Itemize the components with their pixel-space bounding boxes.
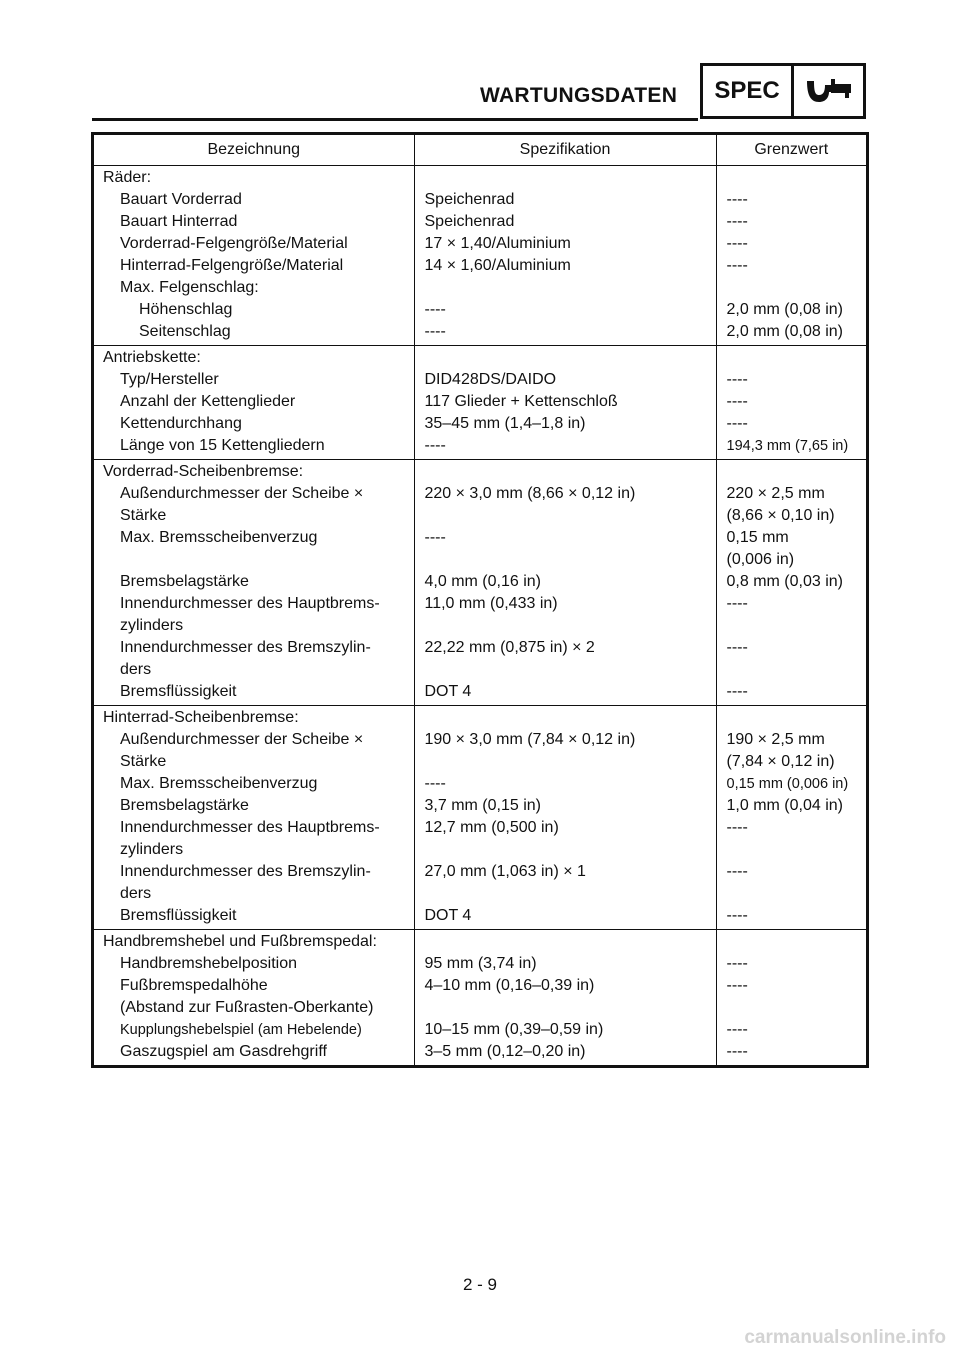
item-specification: 27,0 mm (1,063 in) × 1 xyxy=(414,861,716,905)
watermark: carmanualsonline.info xyxy=(744,1327,946,1348)
item-name: Innendurchmesser des Hauptbrems- zylinders xyxy=(120,595,380,634)
section-header-row xyxy=(94,346,866,370)
item-specification xyxy=(414,277,716,299)
item-limit: ---- xyxy=(716,413,866,435)
item-specification: 4,0 mm (0,16 in) xyxy=(414,571,716,593)
item-name: Anzahl der Kettenglieder xyxy=(120,393,296,410)
empty-cell xyxy=(414,166,716,190)
item-specification: 12,7 mm (0,500 in) xyxy=(414,817,716,861)
table-row xyxy=(94,593,866,637)
empty-cell xyxy=(414,460,716,484)
item-specification: ---- xyxy=(414,527,716,571)
item-specification: 22,22 mm (0,875 in) × 2 xyxy=(414,637,716,681)
column-header-name: Bezeichnung xyxy=(94,135,414,166)
item-limit: ---- xyxy=(716,975,866,1019)
column-header-limit: Grenzwert xyxy=(716,135,866,166)
empty-cell xyxy=(414,346,716,370)
table-row xyxy=(94,277,866,299)
item-specification: 3,7 mm (0,15 in) xyxy=(414,795,716,817)
item-name: Länge von 15 Kettengliedern xyxy=(120,437,325,454)
table-row xyxy=(94,391,866,413)
empty-cell xyxy=(716,166,866,190)
item-specification: 11,0 mm (0,433 in) xyxy=(414,593,716,637)
item-name: Innendurchmesser des Hauptbrems- zylinders xyxy=(120,819,380,858)
item-name: Gaszugspiel am Gasdrehgriff xyxy=(120,1043,327,1060)
item-limit: ---- xyxy=(716,189,866,211)
item-specification: 117 Glieder + Kettenschloß xyxy=(414,391,716,413)
item-limit: ---- xyxy=(716,681,866,706)
item-name: Bremsbelagstärke xyxy=(120,573,249,590)
table-row xyxy=(94,321,866,346)
item-specification: 17 × 1,40/Aluminium xyxy=(414,233,716,255)
table-row xyxy=(94,817,866,861)
table-row xyxy=(94,681,866,706)
item-name: Typ/Hersteller xyxy=(120,371,219,388)
item-specification: ---- xyxy=(414,435,716,460)
item-name: Kettendurchhang xyxy=(120,415,242,432)
item-limit: ---- xyxy=(716,369,866,391)
item-specification: Speichenrad xyxy=(414,211,716,233)
section-title: Antriebskette: xyxy=(94,346,414,370)
table-row xyxy=(94,729,866,773)
item-name: Bremsflüssigkeit xyxy=(120,683,237,700)
item-limit: ---- xyxy=(716,861,866,905)
item-name: Max. Felgenschlag: xyxy=(120,279,259,296)
empty-cell xyxy=(716,930,866,954)
item-limit: ---- xyxy=(716,233,866,255)
item-specification: 3–5 mm (0,12–0,20 in) xyxy=(414,1041,716,1065)
item-specification: 190 × 3,0 mm (7,84 × 0,12 in) xyxy=(414,729,716,773)
section-header-row xyxy=(94,706,866,730)
section-header-row xyxy=(94,166,866,190)
item-name: Vorderrad-Felgengröße/Material xyxy=(120,235,348,252)
item-limit: ---- xyxy=(716,637,866,681)
item-specification: 10–15 mm (0,39–0,59 in) xyxy=(414,1019,716,1041)
item-limit: ---- xyxy=(716,593,866,637)
table-row xyxy=(94,255,866,277)
item-limit: ---- xyxy=(716,211,866,233)
item-limit: ---- xyxy=(716,1041,866,1065)
item-limit xyxy=(716,277,866,299)
item-name: Bremsbelagstärke xyxy=(120,797,249,814)
item-name: Höhenschlag xyxy=(139,301,233,318)
section-title: Handbremshebel und Fußbremspedal: xyxy=(94,930,414,954)
item-limit: ---- xyxy=(716,255,866,277)
table-row xyxy=(94,795,866,817)
section-header-row xyxy=(94,930,866,954)
table-row xyxy=(94,1041,866,1065)
table-row xyxy=(94,527,866,571)
page-number: 2 - 9 xyxy=(462,1275,498,1294)
item-name: Bauart Vorderrad xyxy=(120,191,242,208)
table-row xyxy=(94,571,866,593)
item-limit: 2,0 mm (0,08 in) xyxy=(716,299,866,321)
item-limit: ---- xyxy=(716,817,866,861)
table-row xyxy=(94,861,866,905)
item-specification: ---- xyxy=(414,773,716,795)
title-underline xyxy=(92,118,698,121)
item-limit: 0,15 mm (0,006 in) xyxy=(716,527,866,571)
item-specification: DOT 4 xyxy=(414,681,716,706)
item-name: Hinterrad-Felgengröße/Material xyxy=(120,257,344,274)
item-limit: 1,0 mm (0,04 in) xyxy=(716,795,866,817)
item-limit: 0,8 mm (0,03 in) xyxy=(716,571,866,593)
item-specification: DID428DS/DAIDO xyxy=(414,369,716,391)
item-name: Kupplungshebelspiel (am Hebelende) xyxy=(120,1022,362,1038)
item-limit: 2,0 mm (0,08 in) xyxy=(716,321,866,346)
item-limit: ---- xyxy=(716,1019,866,1041)
item-limit: ---- xyxy=(716,905,866,930)
table-row xyxy=(94,189,866,211)
table-row xyxy=(94,483,866,527)
item-limit: 220 × 2,5 mm (8,66 × 0,10 in) xyxy=(716,483,866,527)
item-specification: ---- xyxy=(414,321,716,346)
wrench-icon xyxy=(794,66,863,116)
table-row xyxy=(94,413,866,435)
item-name: Außendurchmesser der Scheibe × Stärke xyxy=(120,731,364,770)
item-specification: ---- xyxy=(414,299,716,321)
item-name: Außendurchmesser der Scheibe × Stärke xyxy=(120,485,364,524)
table-row xyxy=(94,299,866,321)
section-title: Vorderrad-Scheibenbremse: xyxy=(94,460,414,484)
spec-badge xyxy=(700,63,866,119)
table-row xyxy=(94,233,866,255)
item-specification: Speichenrad xyxy=(414,189,716,211)
item-limit: ---- xyxy=(716,391,866,413)
item-limit: ---- xyxy=(716,953,866,975)
item-name: Fußbremspedalhöhe (Abstand zur Fußrasten-Oberkante) xyxy=(120,977,374,1016)
item-limit: 194,3 mm (7,65 in) xyxy=(716,435,866,460)
table-row xyxy=(94,211,866,233)
item-specification: DOT 4 xyxy=(414,905,716,930)
item-limit: 0,15 mm (0,006 in) xyxy=(716,773,866,795)
empty-cell xyxy=(414,930,716,954)
item-name: Innendurchmesser des Bremszylin- ders xyxy=(120,639,371,678)
specification-table xyxy=(91,132,869,1068)
item-name: Innendurchmesser des Bremszylin- ders xyxy=(120,863,371,902)
table-row xyxy=(94,1019,866,1041)
section-header-row xyxy=(94,460,866,484)
item-name: Bauart Hinterrad xyxy=(120,213,238,230)
empty-cell xyxy=(414,706,716,730)
item-name: Bremsflüssigkeit xyxy=(120,907,237,924)
table-row xyxy=(94,953,866,975)
empty-cell xyxy=(716,706,866,730)
item-specification: 35–45 mm (1,4–1,8 in) xyxy=(414,413,716,435)
item-specification: 4–10 mm (0,16–0,39 in) xyxy=(414,975,716,1019)
column-header-spec: Spezifikation xyxy=(414,135,716,166)
table-header-row xyxy=(94,135,866,166)
item-limit: 190 × 2,5 mm (7,84 × 0,12 in) xyxy=(716,729,866,773)
table-row xyxy=(94,637,866,681)
item-specification: 95 mm (3,74 in) xyxy=(414,953,716,975)
item-specification: 220 × 3,0 mm (8,66 × 0,12 in) xyxy=(414,483,716,527)
table-row xyxy=(94,975,866,1019)
table-row xyxy=(94,435,866,460)
empty-cell xyxy=(716,346,866,370)
item-specification: 14 × 1,60/Aluminium xyxy=(414,255,716,277)
section-title: Hinterrad-Scheibenbremse: xyxy=(94,706,414,730)
empty-cell xyxy=(716,460,866,484)
item-name: Max. Bremsscheibenverzug xyxy=(120,775,318,792)
spec-label: SPEC xyxy=(703,66,794,116)
table-row xyxy=(94,773,866,795)
item-name: Handbremshebelposition xyxy=(120,955,297,972)
table-row xyxy=(94,905,866,930)
item-name: Seitenschlag xyxy=(139,323,231,340)
section-title: Räder: xyxy=(103,169,152,186)
item-name: Max. Bremsscheibenverzug xyxy=(120,529,318,546)
page-title: WARTUNGSDATEN xyxy=(480,84,678,107)
table-row xyxy=(94,369,866,391)
